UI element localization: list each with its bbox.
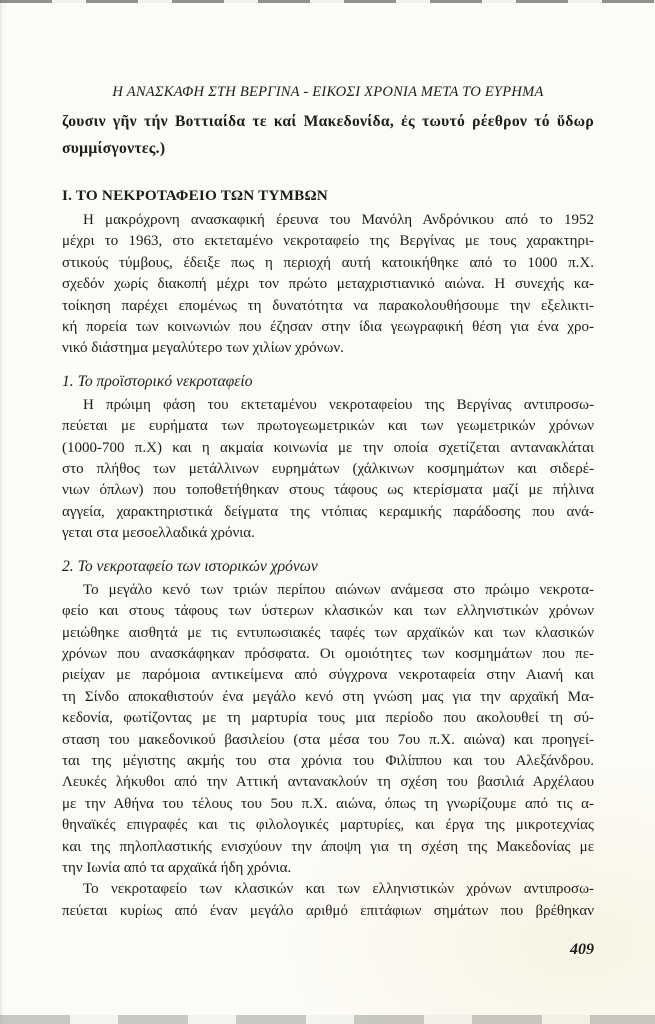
text-line: ριείχαν με παρόμοια αντικείμενα από σύγχρονα νεκροταφεία στην Αιανή και bbox=[62, 667, 594, 684]
text-line: πεύεται με ευρήματα των πρωτογεωμετρικών και των γεωμετρικών χρόνων bbox=[62, 418, 594, 435]
text-line: Η μακρόχρονη ανασκαφική έρευνα του Μανόλη Ανδρόνικου από το 1952 bbox=[83, 212, 594, 228]
text-line: νικό διάστημα μεγαλύτερο των χιλίων χρόνων. bbox=[62, 340, 344, 357]
text-line: στο πλήθος των μετάλλινων ευρημάτων (χάλκινων κοσμημάτων και σιδερέ- bbox=[62, 461, 594, 478]
subsection-1-heading: 1. Το προϊστορικό νεκροταφείο bbox=[62, 372, 253, 390]
scan-artifact-top-edge bbox=[0, 0, 655, 3]
text-line: πεύεται κυρίως από έναν μεγάλο αριθμό επιτάφιων σημάτων που βρέθηκαν bbox=[62, 902, 594, 919]
section-1-paragraph bbox=[62, 210, 594, 360]
text-line: μέχρι το 1963, στο εκτεταμένο νεκροταφείο της Βεργίνας με τους χαρακτηρι- bbox=[62, 233, 594, 250]
quote-continuation-paragraph bbox=[62, 109, 594, 162]
text-line: γεται στα μεσοελλαδικά χρόνια. bbox=[62, 525, 255, 542]
text-line: σχεδόν χωρίς διακοπή μέχρι τον πρώτο μεταχριστιανικό αιώνα. Η συνεχής κα- bbox=[62, 276, 594, 293]
subsection-1-paragraph bbox=[62, 395, 594, 545]
text-line: τη Σίνδο αποκαθιστούν ένα μεγάλο κενό στη γνώση μας για την αρχαϊκή Μα- bbox=[62, 688, 594, 705]
text-line: χρόνων που ανασκάφηκαν πρόσφατα. Οι ομοιότητες των κοσμημάτων που πε- bbox=[62, 645, 594, 662]
text-line: Το νεκροταφείο των κλασικών και των ελληνιστικών χρόνων αντιπροσω- bbox=[83, 881, 594, 898]
page-number: 409 bbox=[570, 941, 594, 959]
text-line: τοίκηση παρέχει επομένως τη δυνατότητα να παρακολουθήσουμε την εξελικτι- bbox=[62, 297, 594, 314]
subsection-2-paragraph-2 bbox=[62, 879, 594, 922]
text-line: σταση του μακεδονικού βασιλείου (στα μέσα του 7ου π.Χ. αιώνα) και προηγεί- bbox=[62, 731, 594, 748]
text-line: κεδονία, φωτίζοντας με τη μαρτυρία τους μια περίοδο που ακολουθεί τη σύ- bbox=[62, 710, 594, 727]
text-line: ζουσιν γῆν τήν Βοττιαίδα τε καί Μακεδονίδα, ἐς τωυτό ρέεθρον τό ὕδωρ bbox=[62, 113, 594, 130]
text-line: φείο και στους τάφους των ύστερων κλασικών και των ελληνιστικών χρόνων bbox=[62, 603, 594, 620]
text-line: (1000-700 π.Χ) και η ακμαία κοινωνία με την οποία σχετίζεται αντανακλάται bbox=[62, 439, 594, 456]
text-line: στικούς τύμβους, έδειξε πως η περιοχή αυτή κατοικήθηκε από το 1000 π.Χ. bbox=[62, 254, 594, 271]
text-line: με την Αθήνα του τέλους του 5ου π.Χ. αιώνα, όπως τη γνωρίζουμε από τις α- bbox=[62, 795, 594, 812]
text-line: και της πηλοπλαστικής ενισχύουν την άποψη για τη σχέση της Μακεδονίας με bbox=[62, 838, 594, 855]
text-line: την Ιωνία από τα αρχαϊκά ήδη χρόνια. bbox=[62, 859, 292, 876]
text-line: μειώθηκε αισθητά με τις εντυπωσιακές ταφές των αρχαϊκών και των κλασικών bbox=[62, 624, 594, 641]
text-line: Το μεγάλο κενό των τριών περίπου αιώνων ανάμεσα στο πρώιμο νεκροτα- bbox=[83, 581, 594, 598]
text-line: συμμίσγοντες.) bbox=[62, 139, 166, 157]
text-line: Λευκές λήκυθοι από την Αττική αντανακλούν τη σχέση του βασιλιά Αρχέλαου bbox=[62, 774, 594, 791]
running-header-title: Η ΑΝΑΣΚΑΦΗ ΣΤΗ ΒΕΡΓΙΝΑ - ΕΙΚΟΣΙ ΧΡΟΝΙΑ ΜΕΤΑ ΤΟ ΕΥΡΗΜΑ bbox=[112, 84, 544, 100]
subsection-2-heading: 2. Το νεκροταφείο των ιστορικών χρόνων bbox=[62, 557, 318, 575]
text-line: Η πρώιμη φάση του εκτεταμένου νεκροταφείου της Βεργίνας αντιπροσω- bbox=[83, 396, 594, 413]
section-1-heading: Ι. ΤΟ ΝΕΚΡΟΤΑΦΕΙΟ ΤΩΝ ΤΥΜΒΩΝ bbox=[62, 187, 328, 204]
text-line: ται της μέγιστης ακμής του στα χρόνια του Φιλίππου και του Αλεξάνδρου. bbox=[62, 752, 594, 769]
text-line: αγγεία, χαρακτηριστικά δείγματα της ντόπιας κεραμικής παράδοσης που ανά- bbox=[62, 503, 594, 520]
text-line: νιων όπλων) που τοποθετήθηκαν στους τάφους ως κτερίσματα μαζί με πήλινα bbox=[62, 482, 594, 499]
subsection-2-paragraph-1 bbox=[62, 580, 594, 880]
text-line: κή πορεία των κοινωνιών που έζησαν στην ίδια γεωγραφική θέση για ένα χρο- bbox=[62, 319, 594, 336]
scan-artifact-bottom-edge bbox=[0, 1015, 655, 1024]
text-line: θηναϊκές επιγραφές και τις φιλολογικές μαρτυρίες, και έργα της μικροτεχνίας bbox=[62, 817, 594, 834]
